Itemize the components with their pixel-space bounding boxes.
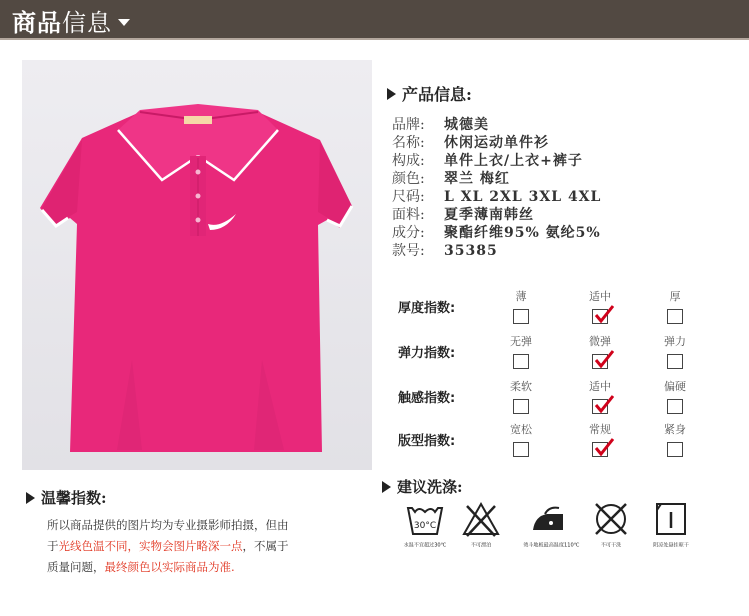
index-option	[570, 290, 630, 324]
info-key: 品牌:	[392, 117, 425, 133]
triangle-right-icon	[387, 88, 396, 100]
tips-line	[47, 557, 367, 578]
wash-label: 阴凉处悬挂晾干	[653, 542, 689, 549]
tips-highlight: 最终颜色以实际商品为准.	[104, 560, 235, 574]
info-row	[392, 134, 732, 152]
index-option-label: 薄	[515, 290, 527, 303]
wash-label: 不可漂泊	[470, 542, 492, 549]
no-wring-icon	[591, 500, 631, 538]
wash-item	[397, 500, 453, 549]
info-value: 夏季薄南韩丝	[444, 207, 534, 223]
info-value: 聚酯纤维95% 氨纶5%	[444, 225, 601, 241]
checkmark-icon	[594, 305, 614, 325]
tips-text-segment: 质量问题，	[47, 560, 105, 574]
index-option-label: 柔软	[510, 380, 532, 393]
wash-item	[583, 500, 639, 549]
info-key: 构成:	[392, 153, 425, 169]
index-option-label: 常规	[589, 423, 611, 436]
iron-low-icon	[527, 500, 567, 538]
header-title-light: 信息	[62, 8, 112, 37]
index-row	[395, 335, 725, 380]
wash-temp-label: 30°C	[413, 521, 437, 531]
index-option	[491, 423, 551, 457]
info-row	[392, 224, 732, 242]
checkbox[interactable]	[513, 442, 529, 457]
info-value: L XL 2XL 3XL 4XL	[444, 189, 602, 205]
tips-text	[47, 515, 367, 578]
checkmark-icon	[594, 395, 614, 415]
tips-line	[47, 515, 367, 536]
index-option	[491, 380, 551, 414]
info-row	[392, 206, 732, 224]
info-row	[392, 242, 732, 260]
checkbox[interactable]	[513, 399, 529, 414]
checkbox-checked[interactable]	[592, 442, 608, 457]
shade-dry-icon	[651, 500, 691, 538]
wash-item	[643, 500, 699, 549]
index-option-label: 弹力	[664, 335, 686, 348]
wash-instructions	[395, 500, 705, 560]
index-row	[395, 423, 725, 468]
index-option-label: 微弹	[589, 335, 611, 348]
index-option-label: 适中	[589, 380, 611, 393]
checkbox-checked[interactable]	[592, 354, 608, 369]
info-key: 款号:	[392, 243, 425, 259]
polo-shirt-image	[22, 60, 372, 470]
info-key: 面料:	[392, 207, 425, 223]
info-row	[392, 170, 732, 188]
info-row	[392, 152, 732, 170]
index-row	[395, 380, 725, 425]
info-value: 翠兰 梅红	[444, 171, 510, 187]
tips-heading	[26, 487, 107, 508]
checkbox[interactable]	[667, 354, 683, 369]
header-title-bold: 商品	[12, 8, 62, 37]
info-key: 颜色:	[392, 171, 425, 187]
info-row	[392, 188, 732, 206]
no-bleach-icon	[461, 500, 501, 538]
product-info-title: 产品信息:	[402, 85, 472, 104]
info-row	[392, 116, 732, 134]
wash-label: 不可干洗	[600, 542, 622, 549]
index-label: 弹力指数:	[398, 346, 456, 361]
index-option	[645, 290, 705, 324]
index-option	[645, 380, 705, 414]
header-underline	[0, 38, 749, 40]
header-title	[12, 5, 130, 35]
checkbox[interactable]	[513, 354, 529, 369]
product-info-heading	[387, 82, 472, 105]
wash-label: 水温不宜超过30℃	[403, 542, 447, 549]
index-option-label: 紧身	[664, 423, 686, 436]
index-option	[645, 423, 705, 457]
wash-item	[453, 500, 509, 549]
tips-text-segment: 于	[47, 539, 59, 553]
index-option	[491, 290, 551, 324]
checkbox[interactable]	[667, 309, 683, 324]
tips-title: 温馨指数:	[41, 489, 107, 507]
wash-title: 建议洗涤:	[397, 478, 463, 496]
checkmark-icon	[594, 438, 614, 458]
info-key: 名称:	[392, 135, 425, 151]
index-option-label: 偏硬	[664, 380, 686, 393]
checkmark-icon	[594, 350, 614, 370]
index-row	[395, 290, 725, 335]
wash-label: 烫斗地板最高温度110℃	[523, 542, 580, 549]
info-value: 城德美	[444, 117, 489, 133]
index-option-label: 厚	[669, 290, 681, 303]
checkbox[interactable]	[513, 309, 529, 324]
checkbox-checked[interactable]	[592, 399, 608, 414]
index-label: 厚度指数:	[398, 301, 456, 316]
checkbox[interactable]	[667, 442, 683, 457]
index-option	[570, 335, 630, 369]
tips-highlight: 光线色温不同，实物会图片略深一点	[58, 539, 243, 553]
index-option	[645, 335, 705, 369]
wash-30-icon	[405, 500, 445, 538]
product-info-list	[392, 116, 732, 260]
info-value: 单件上衣/上衣+裤子	[444, 153, 583, 169]
index-label: 触感指数:	[398, 391, 456, 406]
wash-heading	[382, 476, 463, 497]
tips-line	[47, 536, 367, 557]
index-option	[491, 335, 551, 369]
section-header	[0, 0, 749, 40]
index-label: 版型指数:	[398, 434, 456, 449]
wash-item	[519, 500, 580, 549]
tips-text-segment: 所以商品提供的图片均为专业摄影师拍摄，但由	[47, 518, 289, 532]
index-option-label: 适中	[589, 290, 611, 303]
info-key: 尺码:	[392, 189, 425, 205]
tips-text-segment: ，不属于	[242, 539, 289, 553]
triangle-right-icon	[26, 492, 35, 504]
info-value: 35385	[444, 243, 498, 259]
info-value: 休闲运动单件衫	[444, 135, 549, 151]
info-key: 成分:	[392, 225, 425, 241]
checkbox[interactable]	[667, 399, 683, 414]
index-option	[570, 423, 630, 457]
index-option-label: 宽松	[510, 423, 532, 436]
index-option	[570, 380, 630, 414]
checkbox-checked[interactable]	[592, 309, 608, 324]
product-photo	[22, 60, 372, 470]
triangle-right-icon	[382, 481, 391, 493]
index-option-label: 无弹	[510, 335, 532, 348]
caret-down-icon	[118, 19, 130, 26]
